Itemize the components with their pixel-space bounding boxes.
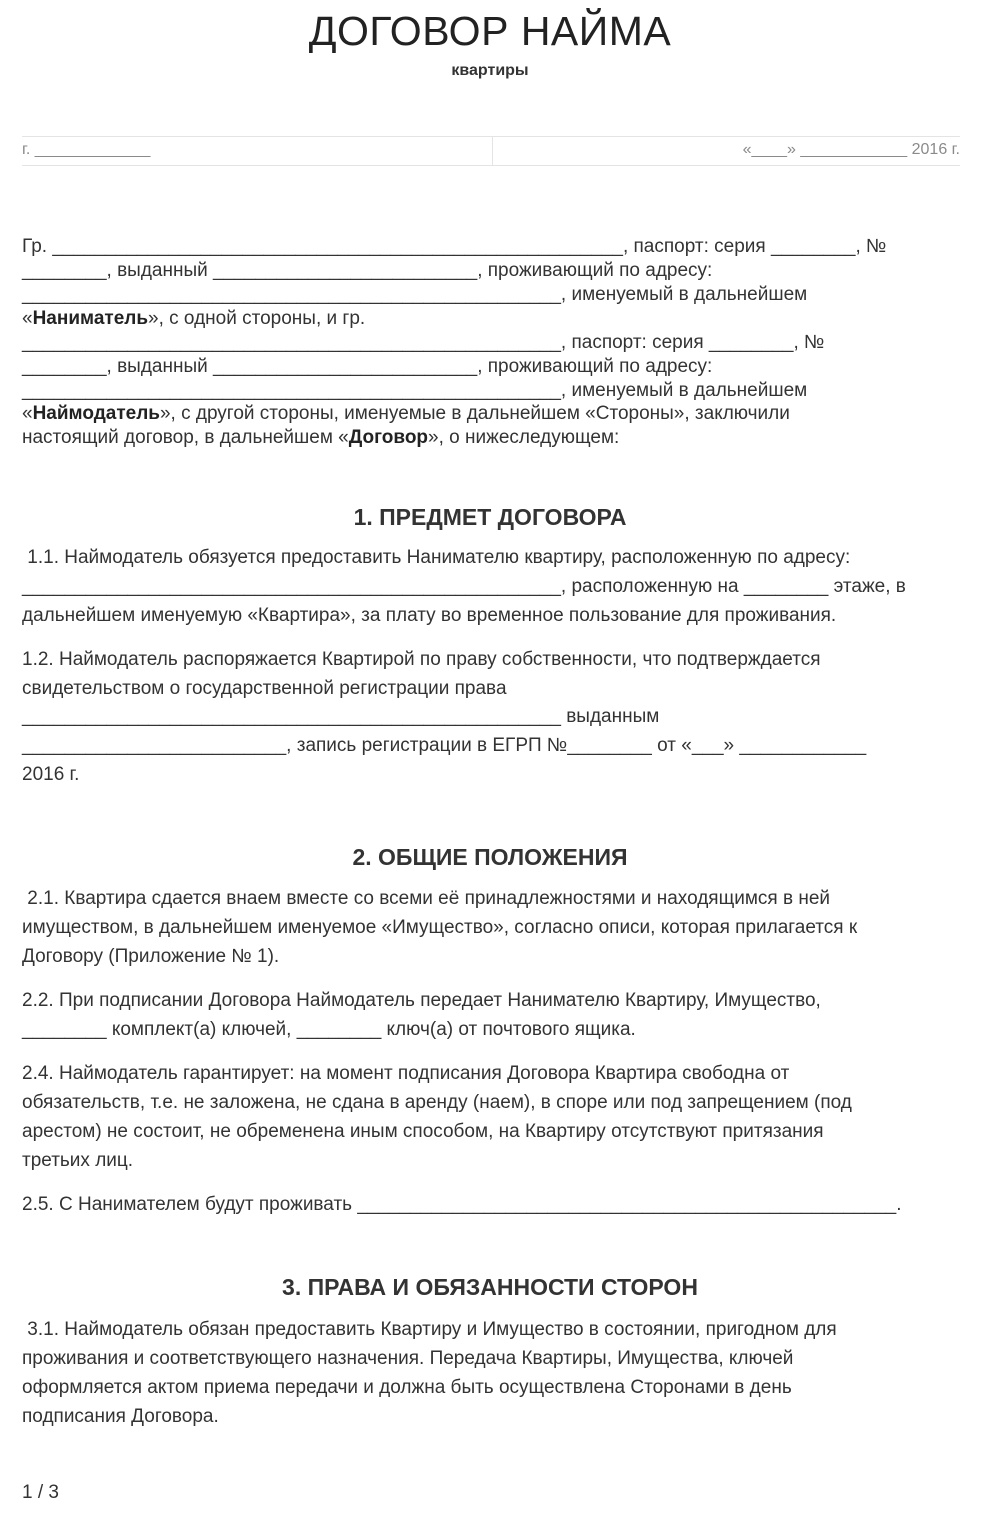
clause-line: дальнейшем именуемую «Квартира», за плату во временное пользование для проживания. [22,605,837,626]
clause-line: 3.1. Наймодатель обязан предоставить Квартиру и Имущество в состоянии, пригодном для [22,1319,837,1340]
preamble-text: », с другой стороны, именуемые в дальнейшем «Стороны», заключили [159,403,790,424]
preamble-line [22,427,619,449]
preamble-line: Гр. ______________________________________________________, паспорт: серия ________, № [22,236,887,257]
clause-line: Договору (Приложение № 1). [22,946,280,967]
preamble-text: настоящий договор, в дальнейшем « [22,427,349,448]
clause-line: 2.5. С Нанимателем будут проживать ___________________________________________________. [22,1194,902,1215]
clause-line: имуществом, в дальнейшем именуемое «Имущество», согласно описи, которая прилагается к [22,917,858,938]
preamble-line: ________, выданный _________________________, проживающий по адресу: [22,260,713,281]
clause-line: 1.2. Наймодатель распоряжается Квартирой по праву собственности, что подтверждается [22,649,821,670]
page-number: 1 / 3 [22,1482,59,1503]
city-field: г. _____________ [22,137,493,165]
agreement-term: Договор [348,427,429,448]
document-subtitle: квартиры [451,62,529,79]
clause-line: третьих лиц. [22,1150,134,1171]
preamble-text: », с одной стороны, и гр. [148,308,366,329]
party-tenant: Наниматель [32,308,149,329]
preamble-line: ________, выданный _________________________, проживающий по адресу: [22,356,713,377]
clause-line: обязательств, т.е. не заложена, не сдана в аренду (наем), в споре или под запрещением (под [22,1092,852,1113]
clause-line: проживания и соответствующего назначения. Передача Квартиры, Имущества, ключей [22,1348,794,1369]
clause-line: 2.1. Квартира сдается внаем вместе со всеми её принадлежностями и находящимся в ней [22,888,831,909]
clause-line: ___________________________________________________, расположенную на ________ этаже, в [22,576,906,597]
clause-line: ________ комплект(а) ключей, ________ ключ(а) от почтового ящика. [22,1019,636,1040]
clause-line: 2.2. При подписании Договора Наймодатель передает Нанимателю Квартиру, Имущество, [22,990,821,1011]
preamble-line [22,403,790,425]
clause-line: подписания Договора. [22,1406,219,1427]
date-field: «____» ____________ 2016 г. [742,141,960,158]
section-heading: 2. ОБЩИЕ ПОЛОЖЕНИЯ [352,844,628,870]
clause-line: оформляется актом приема передачи и должна быть осуществлена Сторонами в день [22,1377,792,1398]
preamble-text: », о нижеследующем: [428,427,620,448]
clause-line: 2016 г. [22,764,80,785]
section-heading: 3. ПРАВА И ОБЯЗАННОСТИ СТОРОН [282,1274,698,1300]
clause-line: арестом) не состоит, не обременена иным способом, на Квартиру отсутствуют притязания [22,1121,824,1142]
place-date-table [22,136,960,166]
clause-line: 1.1. Наймодатель обязуется предоставить Нанимателю квартиру, расположенную по адресу: [22,547,851,568]
clause-line: ___________________________________________________ выданным [22,706,660,727]
preamble-line: ___________________________________________________, именуемый в дальнейшем [22,380,808,401]
preamble-line: ___________________________________________________, именуемый в дальнейшем [22,284,808,305]
clause-line: свидетельством о государственной регистрации права [22,678,507,699]
party-landlord: Наймодатель [32,403,160,424]
clause-line: _________________________, запись регистрации в ЕГРП №________ от «___» ____________ [22,735,867,756]
preamble-line: ___________________________________________________, паспорт: серия ________, № [22,332,825,353]
clause-line: 2.4. Наймодатель гарантирует: на момент подписания Договора Квартира свободна от [22,1063,790,1084]
quote-open: « [22,403,33,424]
document-title: ДОГОВОР НАЙМА [308,8,672,54]
preamble-line [22,308,365,330]
section-heading: 1. ПРЕДМЕТ ДОГОВОРА [353,504,627,530]
quote-open: « [22,308,33,329]
